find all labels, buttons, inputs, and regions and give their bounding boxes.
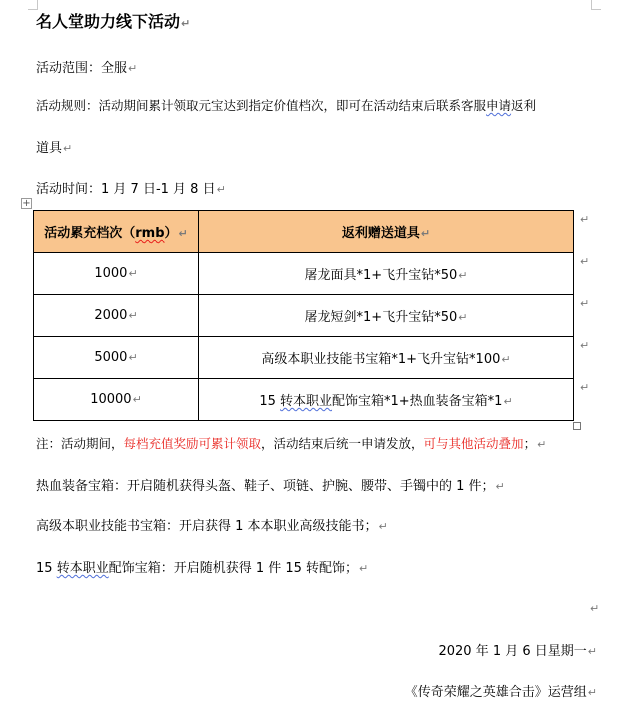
scope-value: 全服 bbox=[101, 61, 128, 76]
table-move-handle-icon[interactable]: + bbox=[22, 198, 31, 209]
desc-text-3: 配饰宝箱：开启随机获得 1 件 15 转配饰； bbox=[108, 561, 359, 576]
note-highlight-1: 每档充值奖励可累计领取 bbox=[123, 436, 262, 451]
table-resize-handle[interactable] bbox=[573, 422, 581, 430]
signature-text: 《传奇荣耀之英雄合击》运营组 bbox=[404, 685, 587, 700]
time-line bbox=[36, 181, 226, 199]
row-end-mark-icon: ↵ bbox=[580, 213, 590, 226]
tier-cell: 10000↵ bbox=[34, 379, 199, 421]
date-text: 2020 年 1 月 6 日星期一 bbox=[438, 644, 587, 659]
reward-cell: 高级本职业技能书宝箱*1+飞升宝钻*100↵ bbox=[199, 337, 574, 379]
desc-text-2: 高级本职业技能书宝箱：开启获得 1 本本职业高级技能书； bbox=[36, 519, 378, 534]
time-label: 活动时间： bbox=[36, 182, 102, 197]
rules-line bbox=[36, 97, 536, 115]
desc-line-1: 热血装备宝箱：开启随机获得头盔、鞋子、项链、护腕、腰带、手镯中的 1 件；↵ bbox=[36, 479, 505, 494]
signature-line: 《传奇荣耀之英雄合击》运营组↵ bbox=[404, 685, 597, 700]
table-row bbox=[34, 253, 574, 295]
table-header-row bbox=[34, 211, 574, 253]
tier-header: 活动累充档次（rmb）↵ bbox=[34, 211, 199, 253]
desc-line-2: 高级本职业技能书宝箱：开启获得 1 本本职业高级技能书；↵ bbox=[36, 519, 388, 534]
paragraph-mark-icon: ↵ bbox=[128, 62, 138, 75]
desc-line-3: 15 转本职业配饰宝箱：开启随机获得 1 件 15 转配饰；↵ bbox=[36, 561, 369, 576]
time-value: 1 月 7 日-1 月 8 日 bbox=[101, 182, 216, 197]
tier-cell: 2000↵ bbox=[34, 295, 199, 337]
note-highlight-2: 可与其他活动叠加 bbox=[423, 436, 524, 451]
rewards-table bbox=[33, 210, 574, 421]
scope-line bbox=[36, 60, 137, 78]
reward-header: 返利赠送道具↵ bbox=[199, 211, 574, 253]
desc-text-1: 热血装备宝箱：开启随机获得头盔、鞋子、项链、护腕、腰带、手镯中的 1 件； bbox=[36, 479, 495, 494]
rules-text-end: 返利 bbox=[511, 98, 537, 113]
desc-text-3-prefix: 15 bbox=[36, 561, 57, 576]
document-title bbox=[36, 13, 190, 33]
reward-cell: 屠龙面具*1+飞升宝钻*50↵ bbox=[199, 253, 574, 295]
note-middle: ，活动结束后统一申请发放， bbox=[261, 436, 424, 451]
reward-cell: 15 转本职业配饰宝箱*1+热血装备宝箱*1↵ bbox=[199, 379, 574, 421]
table-row bbox=[34, 337, 574, 379]
note-suffix: ； bbox=[523, 436, 537, 451]
paragraph-mark-icon: ↵ bbox=[181, 17, 191, 30]
table-row bbox=[34, 295, 574, 337]
reward-cell: 屠龙短剑*1+飞升宝钻*50↵ bbox=[199, 295, 574, 337]
row-end-mark-icon: ↵ bbox=[580, 339, 590, 352]
table-row bbox=[34, 379, 574, 421]
rules-text: 活动期间累计领取元宝达到指定价值档次，即可在活动结束后联系客服 bbox=[98, 98, 487, 113]
tier-cell: 1000↵ bbox=[34, 253, 199, 295]
note-line: 注：活动期间，每档充值奖励可累计领取，活动结束后统一申请发放，可与其他活动叠加；↵ bbox=[36, 436, 547, 451]
rules-text-wrap: 道具 bbox=[36, 141, 63, 156]
margin-corner-left bbox=[28, 0, 38, 10]
row-end-mark-icon: ↵ bbox=[580, 297, 590, 310]
margin-corner-right bbox=[591, 0, 601, 10]
row-end-mark-icon: ↵ bbox=[580, 381, 590, 394]
desc-text-3-squiggle: 转本职业 bbox=[56, 561, 109, 576]
rules-squiggle-word: 申请 bbox=[486, 98, 512, 113]
date-line: 2020 年 1 月 6 日星期一↵ bbox=[438, 644, 597, 659]
empty-paragraph-mark-icon: ↵ bbox=[590, 602, 600, 615]
note-prefix: 注：活动期间， bbox=[36, 436, 124, 451]
paragraph-mark-icon: ↵ bbox=[216, 183, 226, 196]
title-text: 名人堂助力线下活动 bbox=[36, 12, 181, 31]
rules-line-2 bbox=[36, 140, 72, 158]
tier-cell: 5000↵ bbox=[34, 337, 199, 379]
scope-label: 活动范围： bbox=[36, 61, 102, 76]
rules-label: 活动规则： bbox=[36, 98, 99, 113]
row-end-mark-icon: ↵ bbox=[580, 255, 590, 268]
paragraph-mark-icon: ↵ bbox=[63, 142, 73, 155]
